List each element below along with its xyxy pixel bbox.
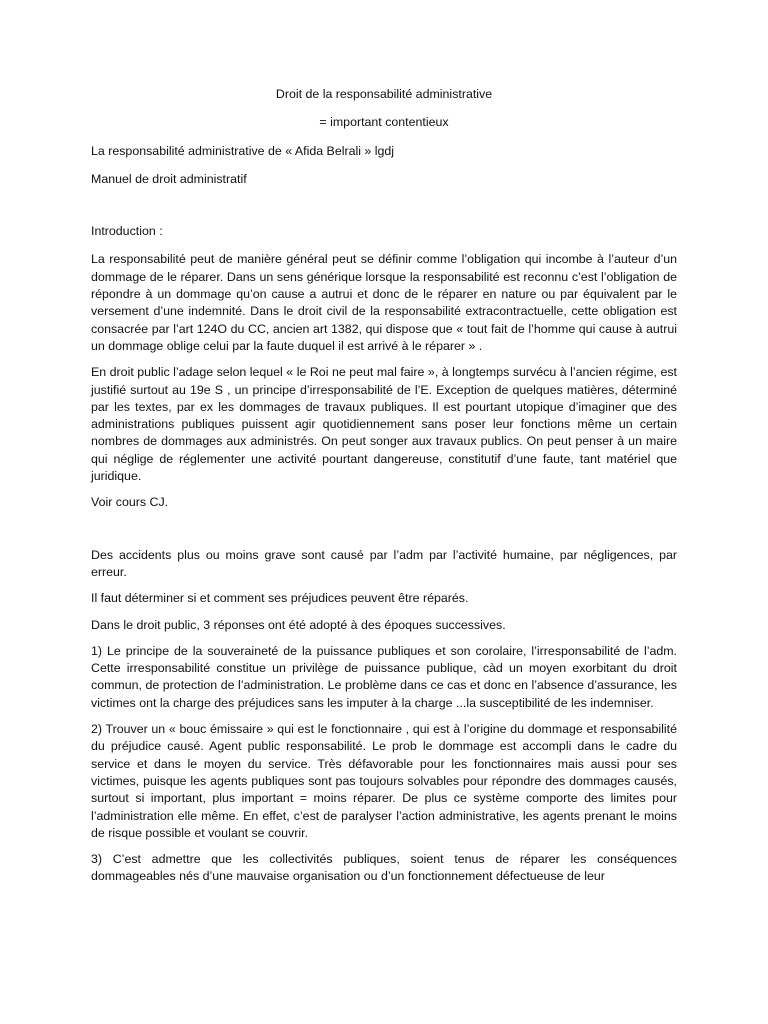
list-item-3: 3) C’est admettre que les collectivités publiques, soient tenus de réparer les conséquences dommageables nés d’une mauvaise organisation ou d’un fonctionnement défectueuse de leur xyxy=(91,852,677,884)
document-title: Droit de la responsabilité administrative xyxy=(275,87,493,101)
document-subtitle: = important contentieux xyxy=(319,115,449,130)
paragraph-three-answers: Dans le droit public, 3 réponses ont été adopté à des époques successives. xyxy=(91,617,506,632)
reference-book: La responsabilité administrative de « Afida Belrali » lgdj xyxy=(91,143,395,158)
list-item-2: 2) Trouver un « bouc émissaire » qui est le fonctionnaire , qui est à l’origine du dommage et responsabilité du préjudice causé. Agent public responsabilité. Le prob le dommage est accompli dans le cadre du service et dans le moyen du service. Très défavorable pour les fonctionnaires mais aussi pour ses victimes, puisque les agents publiques sont pas toujours solvables pour répondre des dommages causés, surtout si important, plus important = moins réparer. De plus ce système comporte des limites pour l’administration elle même. En effet, c’est de paralyser l’action administrative, les agents prenant le moins de risque possible et voulant se couvrir. xyxy=(91,722,677,840)
paragraph-determine: Il faut déterminer si et comment ses préjudices peuvent être réparés. xyxy=(91,591,469,606)
paragraph-see-course: Voir cours CJ. xyxy=(91,495,169,510)
paragraph-definition: La responsabilité peut de manière général peut se définir comme l’obligation qui incombe à l’auteur d’un dommage de le réparer. Dans un sens générique lorsque la responsabilité est reconnu c’est l’obligation de répondre à un dommage qu’on cause a autrui et donc de le réparer en nature ou par équivalent par le versement d’une indemnité. Dans le droit civil de la responsabilité extracontractuelle, cette obligation est consacrée par l’art 124O du CC, ancien art 1382, qui dispose que « tout fait de l’homme qui cause à autrui un dommage oblige celui par la faute duquel il est arrivé à le réparer » . xyxy=(91,252,677,353)
intro-heading: Introduction : xyxy=(91,224,163,239)
list-item-1: 1) Le principe de la souveraineté de la puissance publiques et son corolaire, l’irresponsabilité de l’adm. Cette irresponsabilité constitue un privilège de puissance publique, càd un moyen exorbitant du droit commun, de protection de l’administration. Le problème dans ce cas et donc en l’absence d’assurance, les victimes ont la charge des préjudices sans les imputer à la charge ...la susceptibilité de les indemniser. xyxy=(91,643,677,710)
reference-manual: Manuel de droit administratif xyxy=(91,171,247,186)
document-page xyxy=(91,86,677,895)
paragraph-public-law: En droit public l’adage selon lequel « le Roi ne peut mal faire », à longtemps survécu à l’ancien régime, est justifié surtout au 19e S , un principe d’irresponsabilité de l’E. Exception de quelques matières, déterminé par les textes, par ex les dommages de travaux publiques. Il est pourtant utopique d’imaginer que des administrations publiques puissent agir quotidiennement sans poser leur fonctions même un certain nombres de dommages aux administrés. On peut songer aux travaux publics. On peut penser à un maire qui néglige de réglementer une activité pourtant dangereuse, constitutif d’une faute, tant matériel que juridique. xyxy=(91,365,677,484)
paragraph-accidents: Des accidents plus ou moins grave sont causé par l’adm par l’activité humaine, par négligences, par erreur. xyxy=(91,547,677,579)
